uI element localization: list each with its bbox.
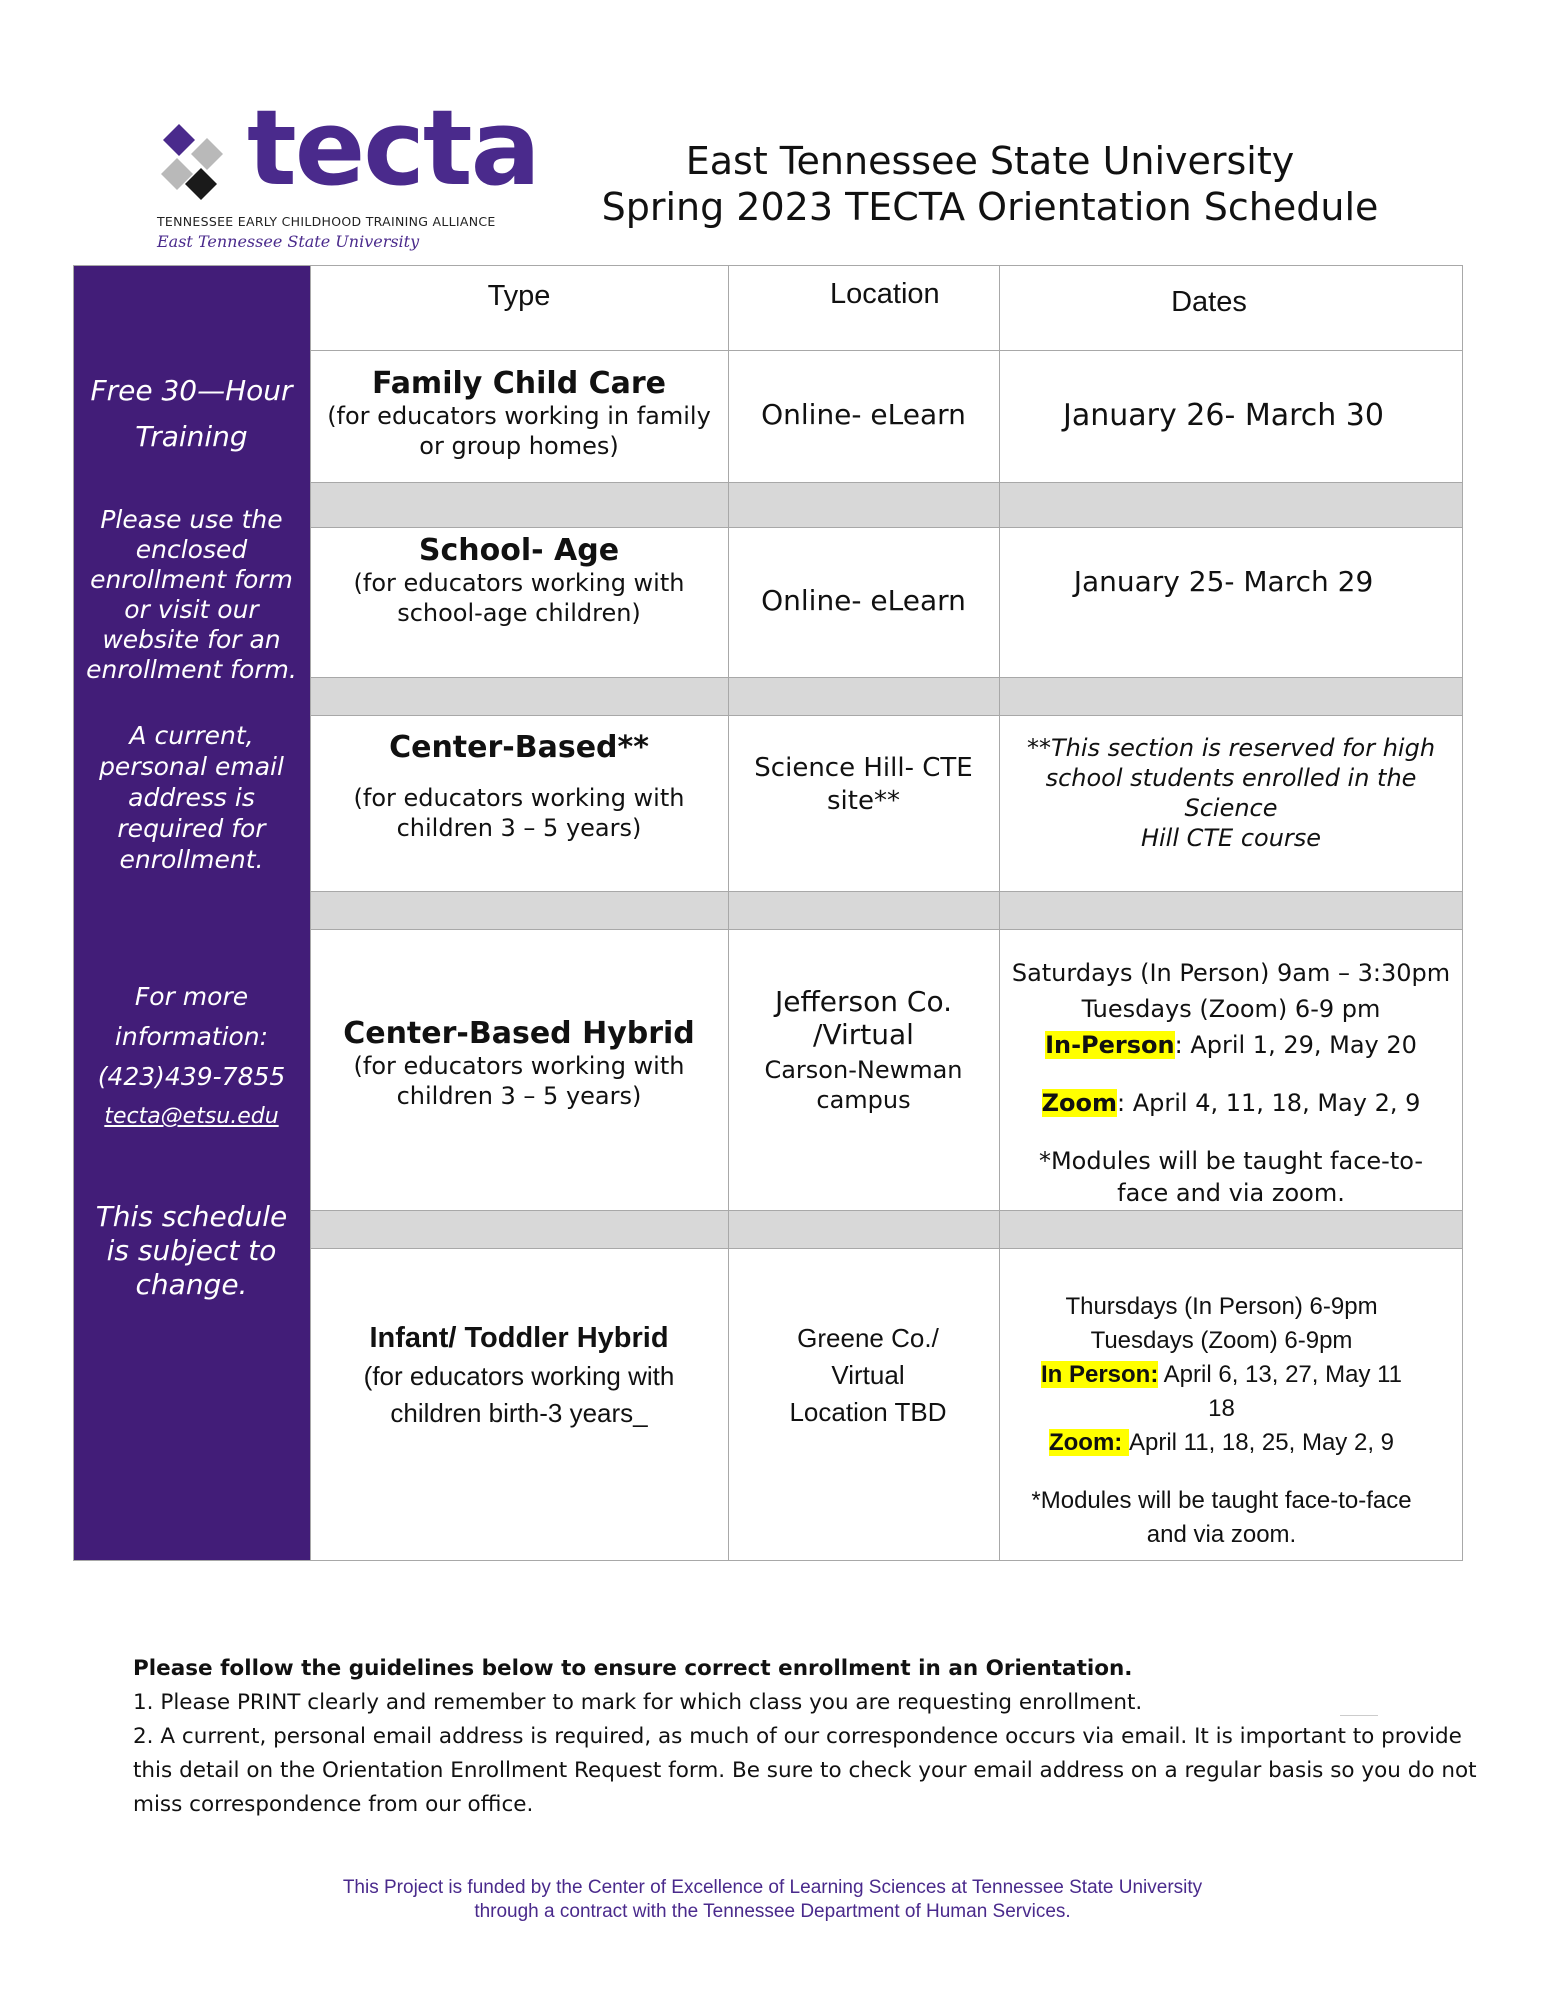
row-location-line: site** <box>827 786 900 816</box>
zoom-highlight: Zoom: <box>1048 1429 1129 1456</box>
row-dates-line: Tuesdays (Zoom) 6-9pm <box>1090 1327 1353 1354</box>
in-person-dates: 18 <box>1208 1395 1235 1422</box>
row-description: (for educators working with <box>363 1361 675 1391</box>
row-description: (for educators working with <box>353 1052 685 1080</box>
enrollment-guidelines <box>133 1652 1493 1822</box>
sidebar-enroll-line: enclosed <box>135 535 248 564</box>
row-title: Infant/ Toddler Hybrid <box>369 1322 669 1354</box>
row-dates-line: Tuesdays (Zoom) 6-9 pm <box>1081 995 1381 1023</box>
row-dates-note: and via zoom. <box>1146 1521 1297 1548</box>
row-location-line: Science Hill- CTE <box>754 753 973 783</box>
header-type: Type <box>487 280 551 312</box>
row-dates-note <box>999 733 1463 853</box>
row-location <box>728 985 999 1115</box>
row-location-line: Carson-Newman <box>764 1056 963 1084</box>
row-dates-note: face and via zoom. <box>1117 1179 1345 1207</box>
row-dates-line: Hill CTE course <box>1140 824 1322 852</box>
header-location: Location <box>830 278 940 310</box>
sidebar-info-line: information: <box>114 1022 269 1051</box>
table-row-center-based-hybrid-type <box>310 1016 728 1111</box>
row-separator <box>310 1210 1462 1249</box>
sidebar-email-link[interactable]: tecta@etsu.edu <box>104 1104 279 1129</box>
row-title: Center-Based Hybrid <box>343 1016 695 1051</box>
row-description: school-age children) <box>397 599 641 627</box>
logo-university-text: East Tennessee State University <box>157 232 420 251</box>
sidebar-change-line: change. <box>135 1268 248 1301</box>
sidebar-email-req-line: address is <box>128 783 255 812</box>
in-person-highlight: In-Person <box>1045 1031 1175 1059</box>
row-dates-note: *Modules will be taught face-to- <box>1038 1147 1424 1175</box>
header-dates: Dates <box>1171 286 1247 318</box>
row-location: Online- eLearn <box>761 398 966 431</box>
decorative-dash <box>1340 1715 1378 1716</box>
row-description: children 3 – 5 years) <box>396 1082 642 1110</box>
sidebar-change-line: This schedule <box>95 1200 288 1233</box>
sidebar-email-req-line: required for <box>117 814 266 843</box>
row-dates: January 25- March 29 <box>1073 565 1374 598</box>
in-person-dates: April 6, 13, 27, May 11 <box>1158 1361 1403 1388</box>
sidebar-enroll-line: Please use the <box>100 505 283 534</box>
logo-wordmark: tecta <box>247 87 539 209</box>
footer-line: through a contract with the Tennessee Department of Human Services. <box>474 1901 1071 1922</box>
row-dates-note: *Modules will be taught face-to-face <box>1031 1487 1412 1514</box>
row-separator <box>310 677 1462 716</box>
zoom-dates: April 11, 18, 25, May 2, 9 <box>1128 1429 1394 1456</box>
row-location-line: Location TBD <box>789 1397 947 1427</box>
row-title: School- Age <box>418 533 620 568</box>
row-location-line: campus <box>816 1086 911 1114</box>
row-location <box>728 1320 1008 1431</box>
sidebar-enroll-line: enrollment form <box>90 565 293 594</box>
table-row-infant-toddler-type <box>310 1318 728 1432</box>
table-row-school-age-type <box>310 533 728 628</box>
funding-footer <box>180 1876 1365 1924</box>
row-dates-schedule <box>999 1290 1444 1552</box>
sidebar-phone: (423)439-7855 <box>97 1062 286 1091</box>
row-dates: January 26- March 30 <box>1063 398 1384 433</box>
guideline-item: 1. Please PRINT clearly and remember to mark for which class you are requesting enrollment. <box>133 1690 1143 1715</box>
sidebar-email-req-line: A current, <box>129 721 254 750</box>
tecta-diamond-mark-icon <box>155 124 237 206</box>
row-separator <box>310 482 1462 528</box>
sidebar-email-req-line: enrollment. <box>119 845 264 874</box>
row-location <box>728 752 999 818</box>
sidebar-change-line: is subject to <box>106 1234 277 1267</box>
page-title <box>560 138 1420 230</box>
row-dates-line: **This section is reserved for high <box>1026 734 1436 762</box>
row-description: (for educators working in family <box>327 402 711 430</box>
in-person-dates: : April 1, 29, May 20 <box>1174 1031 1417 1059</box>
tecta-logo <box>155 87 539 258</box>
in-person-highlight: In Person: <box>1040 1361 1159 1388</box>
title-line-1: East Tennessee State University <box>685 139 1295 183</box>
table-row-family-child-care-type <box>310 366 728 461</box>
table-row-center-based-type <box>310 730 728 843</box>
row-dates-line: Thursdays (In Person) 6-9pm <box>1065 1293 1378 1320</box>
footer-line: This Project is funded by the Center of Excellence of Learning Sciences at Tennessee State University <box>342 1877 1203 1898</box>
guidelines-title: Please follow the guidelines below to ensure correct enrollment in an Orientation. <box>133 1656 1133 1681</box>
sidebar-info-line: For more <box>134 982 249 1011</box>
sidebar-email-req-line: personal email <box>99 752 284 781</box>
row-location-line: /Virtual <box>813 1018 914 1051</box>
row-description: or group homes) <box>419 432 619 460</box>
row-location-line: Greene Co./ <box>797 1323 939 1353</box>
zoom-highlight: Zoom <box>1041 1089 1117 1117</box>
guideline-item: 2. A current, personal email address is required, as much of our correspondence occurs via email. It is important to provide this detail on the Orientation Enrollment Request form. Be sure to check your email address on a regular basis so you do not miss correspondence from our office. <box>133 1724 1477 1817</box>
row-description: children 3 – 5 years) <box>396 814 642 842</box>
row-title: Center-Based** <box>389 730 649 765</box>
row-title: Family Child Care <box>371 366 667 401</box>
row-location-line: Jefferson Co. <box>775 985 952 1018</box>
row-location-line: Virtual <box>831 1360 905 1390</box>
row-description: (for educators working with <box>353 784 685 812</box>
title-line-2: Spring 2023 TECTA Orientation Schedule <box>601 185 1379 229</box>
sidebar-training-line: Training <box>135 420 248 453</box>
sidebar-enroll-line: website for an <box>102 625 281 654</box>
row-dates-line: Saturdays (In Person) 9am – 3:30pm <box>1011 959 1451 987</box>
logo-alliance-text: TENNESSEE EARLY CHILDHOOD TRAINING ALLIANCE <box>157 214 496 229</box>
sidebar-enroll-line: enrollment form. <box>86 655 297 684</box>
zoom-dates: : April 4, 11, 18, May 2, 9 <box>1117 1089 1421 1117</box>
row-description: children birth-3 years_ <box>390 1398 648 1428</box>
header-divider <box>310 350 1462 351</box>
sidebar-enroll-line: or visit our <box>124 595 259 624</box>
sidebar-training-line: Free 30—Hour <box>90 374 293 407</box>
row-separator <box>310 891 1462 930</box>
row-description: (for educators working with <box>353 569 685 597</box>
row-dates-schedule <box>999 955 1463 1211</box>
row-location: Online- eLearn <box>761 584 966 617</box>
row-dates-line: school students enrolled in the Science <box>1045 764 1417 822</box>
